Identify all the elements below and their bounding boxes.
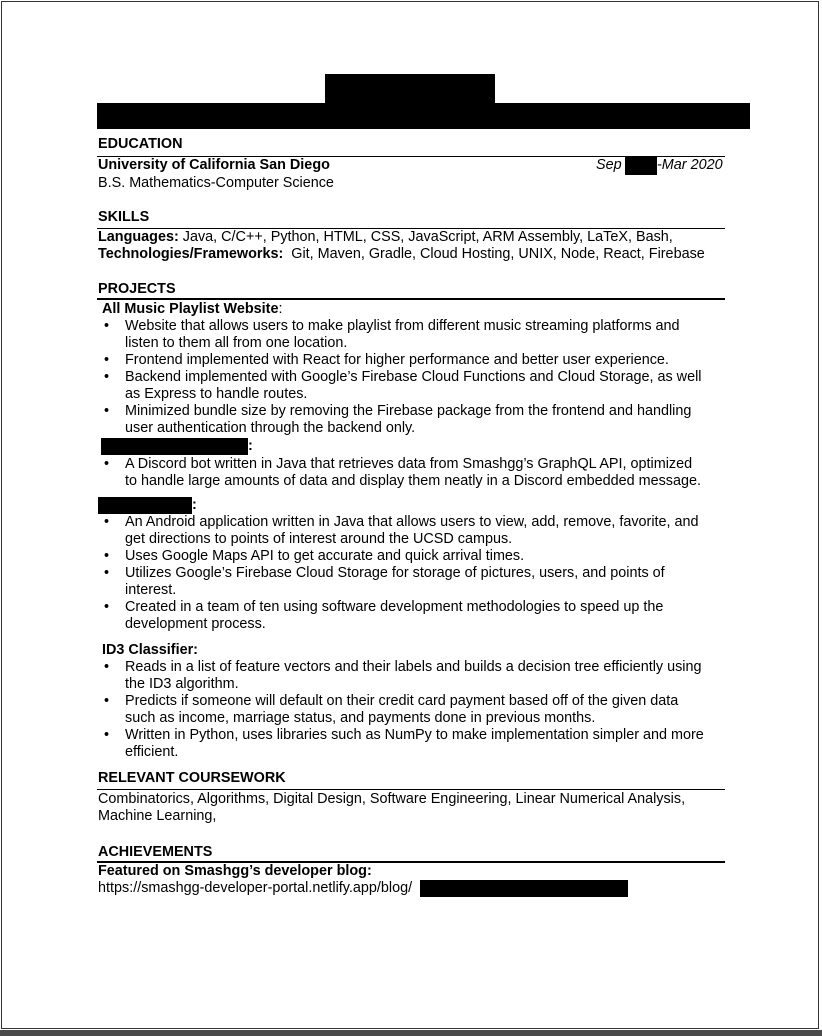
bullet-icon: • bbox=[104, 318, 110, 334]
bullet-text: listen to them all from one location. bbox=[125, 335, 348, 351]
projects-heading: PROJECTS bbox=[98, 281, 176, 297]
bullet-icon: • bbox=[104, 727, 110, 743]
colon: : bbox=[192, 497, 197, 513]
blog-link[interactable]: https://smashgg-developer-portal.netlify.app/blog/ bbox=[98, 880, 413, 896]
bullet-icon: • bbox=[104, 599, 110, 615]
bullet-icon: • bbox=[104, 514, 110, 530]
project-title: ID3 Classifier: bbox=[102, 642, 198, 658]
bullet-text: Created in a team of ten using software development methodologies to speed up the bbox=[125, 599, 664, 615]
achievement-title: Featured on Smashgg’s developer blog: bbox=[98, 863, 372, 879]
redacted-project-title bbox=[98, 497, 192, 514]
bullet-text: the ID3 algorithm. bbox=[125, 676, 239, 692]
bullet-text: Reads in a list of feature vectors and their labels and builds a decision tree efficiently using bbox=[125, 659, 702, 675]
redacted-contact bbox=[97, 103, 750, 129]
bullet-text: A Discord bot written in Java that retrieves data from Smashgg’s GraphQL API, optimized bbox=[125, 456, 693, 472]
languages-value: Java, C/C++, Python, HTML, CSS, JavaScript, ARM Assembly, LaTeX, Bash, bbox=[178, 229, 673, 245]
project-title bbox=[102, 301, 282, 318]
bullet-icon: • bbox=[104, 659, 110, 675]
projects-rule bbox=[97, 298, 725, 300]
school-name: University of California San Diego bbox=[98, 157, 330, 173]
project-title-text: All Music Playlist Website bbox=[102, 301, 279, 317]
bullet-icon: • bbox=[104, 403, 110, 419]
bullet-icon: • bbox=[104, 565, 110, 581]
tech-line bbox=[98, 246, 705, 263]
date-end: -Mar 2020 bbox=[657, 157, 723, 173]
redacted-year bbox=[625, 157, 657, 175]
bullet-icon: • bbox=[104, 548, 110, 564]
bullet-icon: • bbox=[104, 693, 110, 709]
colon: : bbox=[248, 438, 253, 454]
bullet-text: get directions to points of interest around the UCSD campus. bbox=[125, 531, 513, 547]
tech-value: Git, Maven, Gradle, Cloud Hosting, UNIX, Node, React, Firebase bbox=[283, 246, 705, 262]
bullet-text: Written in Python, uses libraries such as NumPy to make implementation simpler and more bbox=[125, 727, 704, 743]
bullet-text: user authentication through the backend only. bbox=[125, 420, 416, 436]
redacted-name bbox=[325, 74, 495, 103]
bullet-text: Utilizes Google’s Firebase Cloud Storage for storage of pictures, users, and points of bbox=[125, 565, 665, 581]
redacted-url-slug bbox=[420, 880, 628, 897]
bullet-text: interest. bbox=[125, 582, 177, 598]
bottom-scrollbar[interactable] bbox=[0, 1030, 822, 1036]
coursework-line: Combinatorics, Algorithms, Digital Design, Software Engineering, Linear Numerical Analysis, bbox=[98, 791, 686, 807]
bullet-icon: • bbox=[104, 352, 110, 368]
degree: B.S. Mathematics-Computer Science bbox=[98, 175, 334, 191]
coursework-rule bbox=[97, 789, 725, 790]
tech-label: Technologies/Frameworks: bbox=[98, 246, 284, 262]
date-start: Sep bbox=[596, 157, 622, 173]
education-heading: EDUCATION bbox=[98, 136, 183, 152]
bullet-text: Website that allows users to make playlist from different music streaming platforms and bbox=[125, 318, 680, 334]
bullet-text: as Express to handle routes. bbox=[125, 386, 308, 402]
bullet-text: An Android application written in Java that allows users to view, add, remove, favorite, and bbox=[125, 514, 699, 530]
bullet-text: such as income, marriage status, and payments done in previous months. bbox=[125, 710, 596, 726]
redacted-project-title bbox=[101, 438, 248, 455]
bullet-text: Minimized bundle size by removing the Firebase package from the frontend and handling bbox=[125, 403, 692, 419]
skills-heading: SKILLS bbox=[98, 209, 150, 225]
coursework-line: Machine Learning, bbox=[98, 808, 217, 824]
bullet-text: Frontend implemented with React for higher performance and better user experience. bbox=[125, 352, 669, 368]
bullet-text: development process. bbox=[125, 616, 266, 632]
bullet-icon: • bbox=[104, 456, 110, 472]
bullet-text: Backend implemented with Google’s Firebase Cloud Functions and Cloud Storage, as well bbox=[125, 369, 702, 385]
bullet-text: to handle large amounts of data and display them neatly in a Discord embedded message. bbox=[125, 473, 701, 489]
colon: : bbox=[278, 301, 283, 317]
bullet-text: Predicts if someone will default on their credit card payment based off of the given data bbox=[125, 693, 679, 709]
languages-line bbox=[98, 229, 673, 246]
languages-label: Languages: bbox=[98, 229, 179, 245]
bullet-text: efficient. bbox=[125, 744, 179, 760]
achievements-heading: ACHIEVEMENTS bbox=[98, 844, 213, 860]
bullet-text: Uses Google Maps API to get accurate and quick arrival times. bbox=[125, 548, 525, 564]
bullet-icon: • bbox=[104, 369, 110, 385]
coursework-heading: RELEVANT COURSEWORK bbox=[98, 770, 286, 786]
